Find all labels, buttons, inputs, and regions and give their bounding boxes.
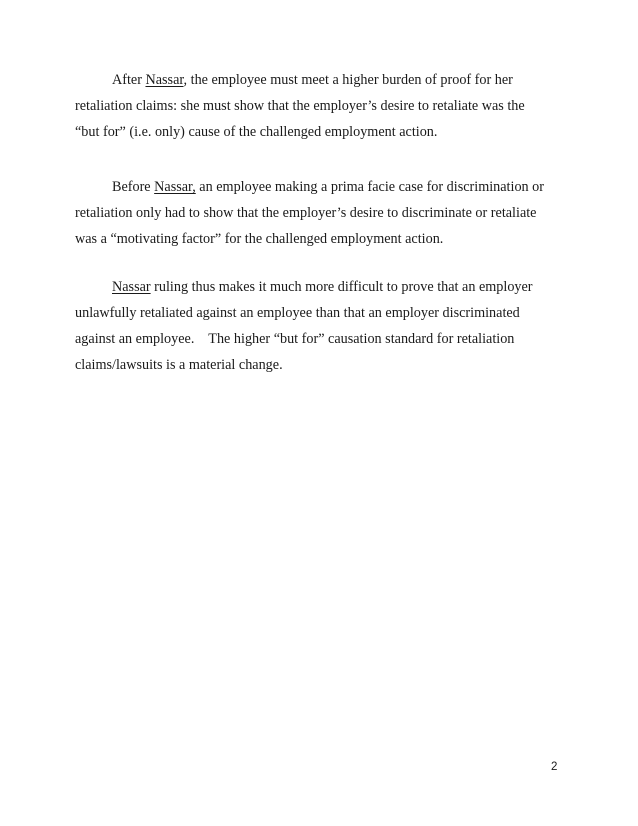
paragraph-2 [75,174,575,252]
paragraph-line: against an employee. The higher “but for” causation standard for retaliation [75,331,515,347]
paragraph-line [75,67,575,93]
paragraph-line: was a “motivating factor” for the challenged employment action. [75,231,444,247]
paragraph-line: unlawfully retaliated against an employee than that an employer discriminated [75,305,520,321]
paragraph-line: retaliation claims: she must show that the employer’s desire to retaliate was the [75,98,525,114]
case-name-nassar: Nassar [145,72,184,88]
case-name-nassar: Nassar, [154,179,196,195]
paragraph-3 [75,274,575,378]
line-text: , the employee must meet a higher burden of proof for her [183,72,513,88]
paragraph-line [75,174,575,200]
line-text: Before [112,179,155,195]
case-name-nassar: Nassar [112,279,151,295]
paragraph-line: “but for” (i.e. only) cause of the challenged employment action. [75,124,438,140]
paragraph-line: retaliation only had to show that the employer’s desire to discriminate or retaliate [75,205,537,221]
line-text: After [112,72,146,88]
paragraph-1 [75,67,575,145]
page-number: 2 [551,761,558,773]
paragraph-line: claims/lawsuits is a material change. [75,357,283,373]
line-text: an employee making a prima facie case for discrimination or [195,179,544,195]
line-text: ruling thus makes it much more difficult to prove that an employer [150,279,533,295]
paragraph-line [75,274,575,300]
